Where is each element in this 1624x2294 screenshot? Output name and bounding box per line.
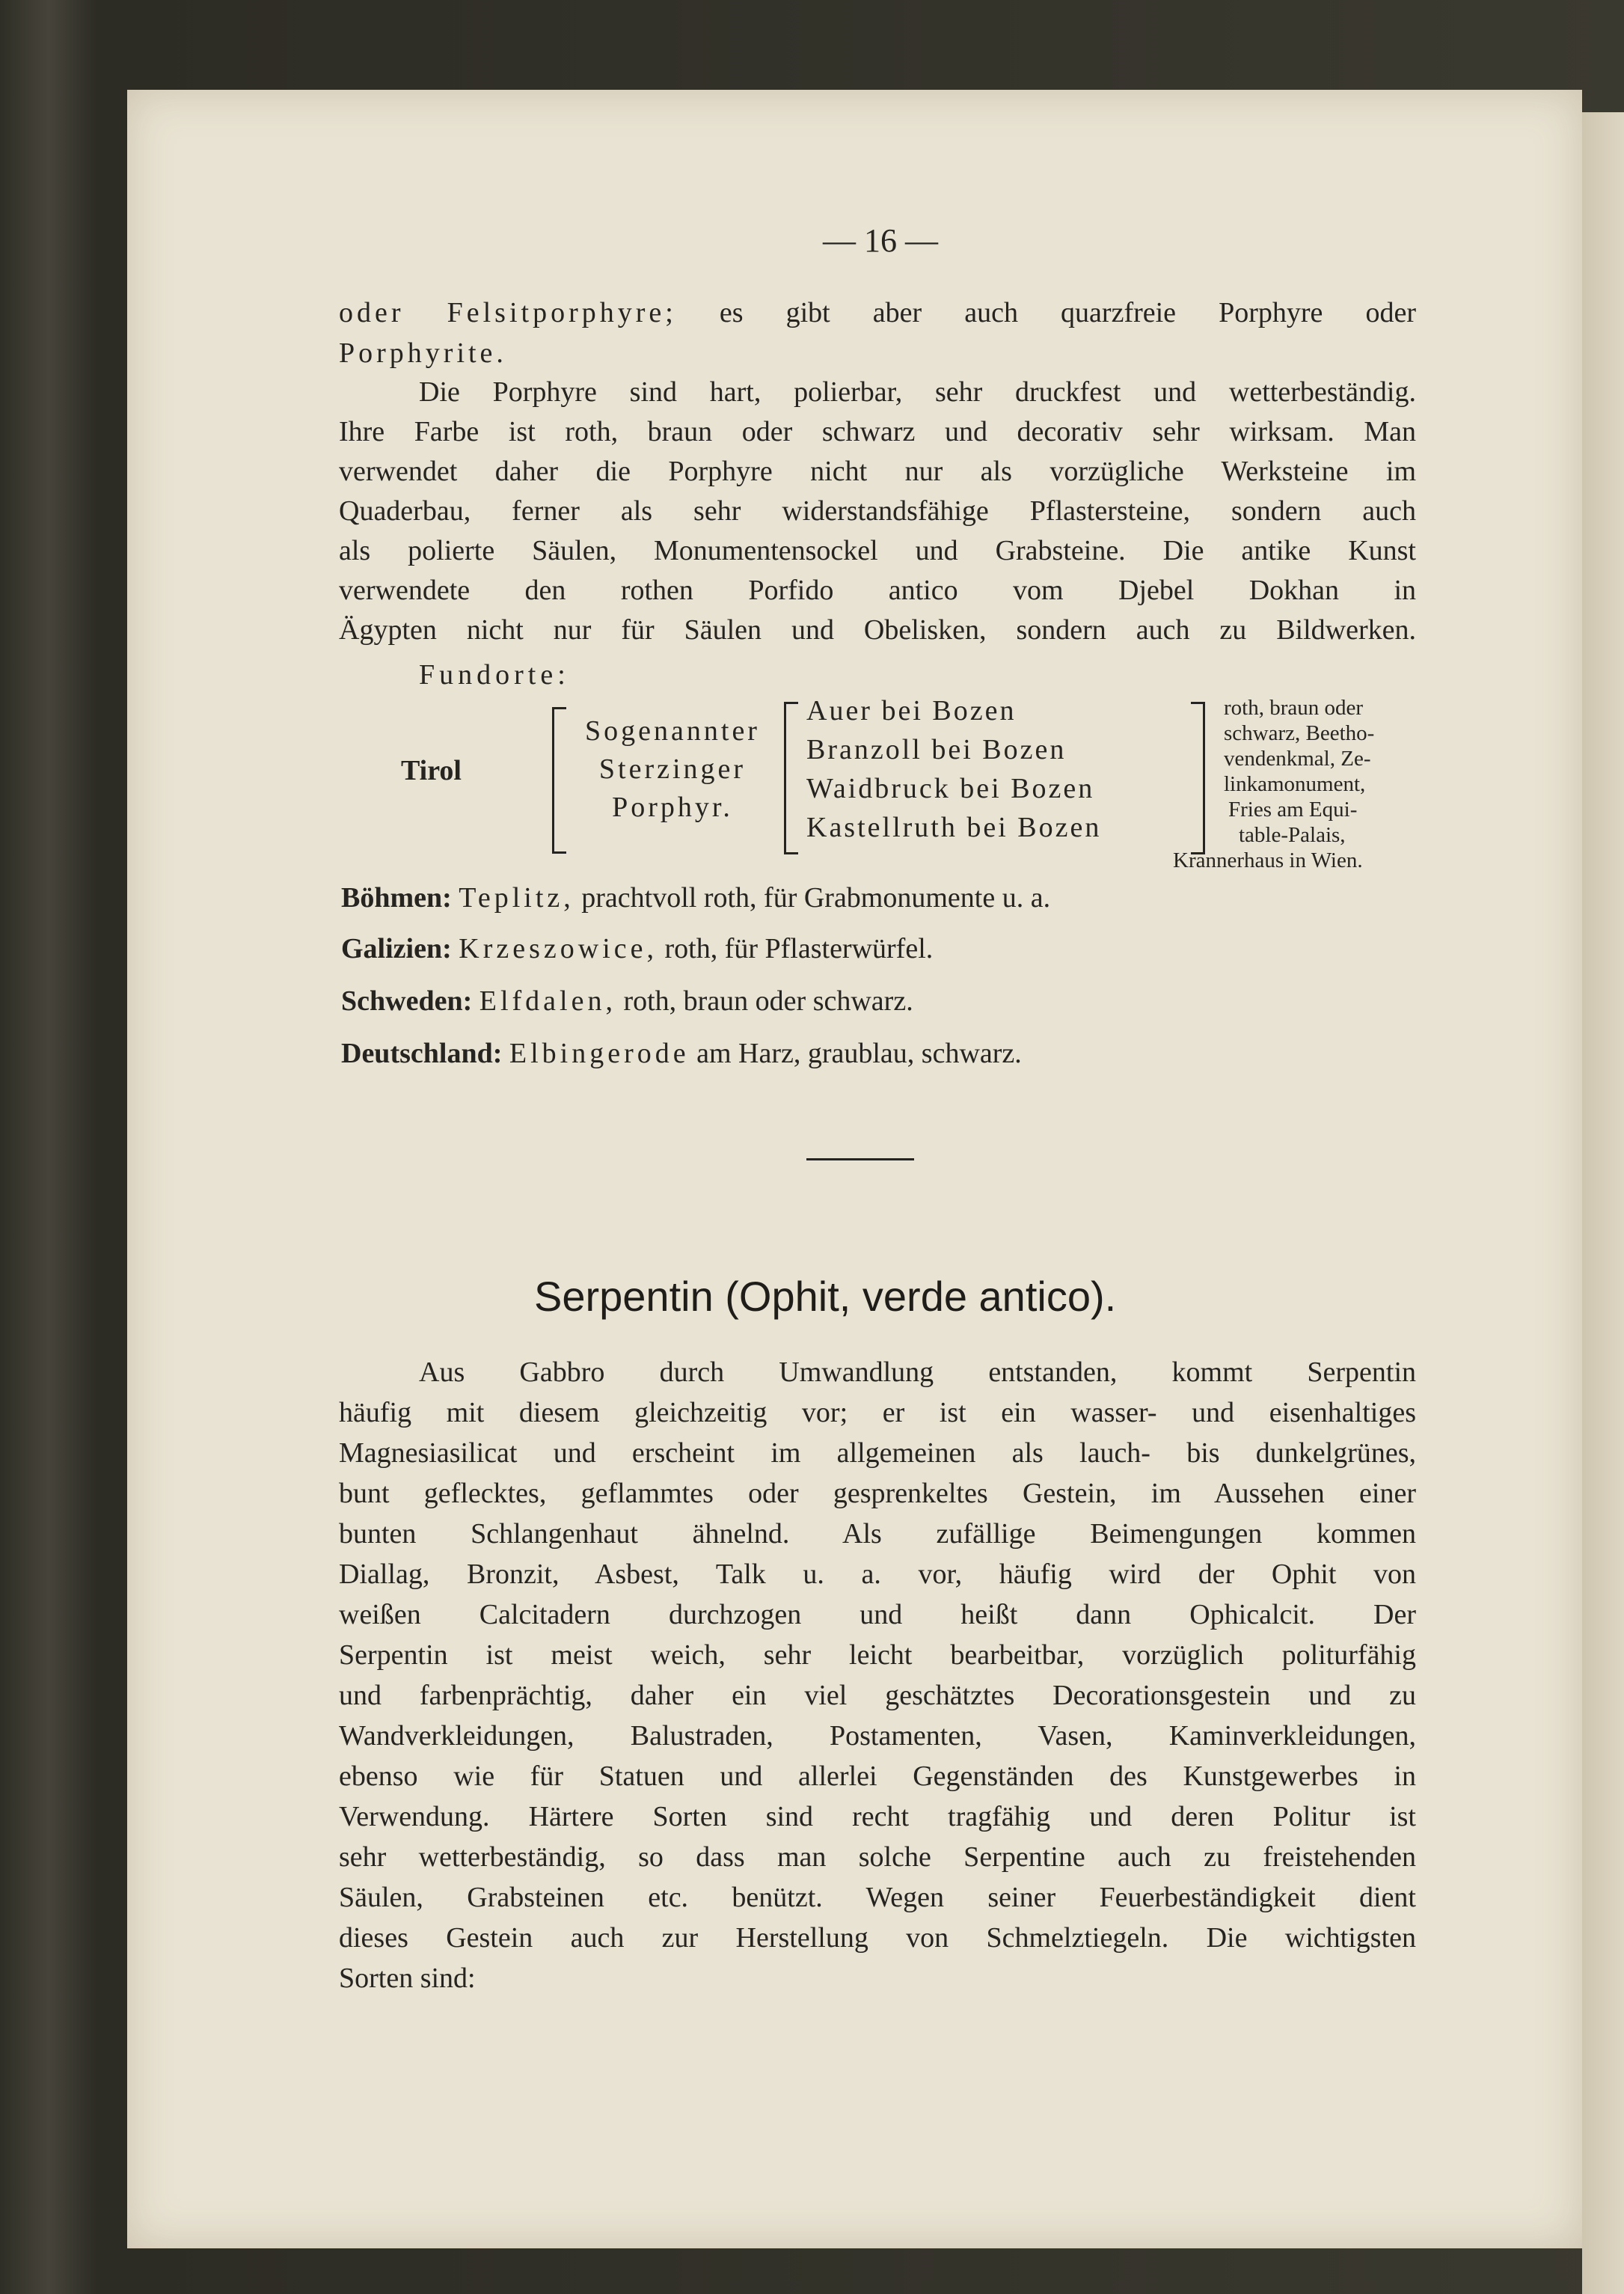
tirol-name-line: Porphyr. bbox=[612, 792, 733, 823]
brace-right bbox=[1191, 702, 1205, 854]
tirol-note-line: roth, braun oder bbox=[1224, 696, 1364, 720]
fundort-row bbox=[341, 1037, 1022, 1070]
region-tirol: Tirol bbox=[401, 755, 462, 786]
tirol-name-line: Sterzinger bbox=[598, 753, 747, 785]
fundort-desc: prachtvoll roth, für Grabmonumente u. a. bbox=[581, 882, 1051, 914]
tirol-note-line: vendenkmal, Ze- bbox=[1224, 747, 1371, 771]
fundort-place: Elbingerode bbox=[509, 1038, 690, 1069]
serpentin-line: Verwendung. Härtere Sorten sind recht tragfähig und deren Politur ist bbox=[339, 1801, 1416, 1832]
fundort-desc: roth, für Pflasterwürfel. bbox=[664, 933, 934, 964]
section-divider bbox=[806, 1158, 914, 1160]
intro-para-line: als polierte Säulen, Monumentensockel und Grabsteine. Die antike Kunst bbox=[339, 535, 1416, 566]
intro-para-line: Ägypten nicht nur für Säulen und Obelisken, sondern auch zu Bildwerken. bbox=[339, 614, 1416, 646]
intro-para-line: Die Porphyre sind hart, polierbar, sehr druckfest und wetterbeständig. bbox=[419, 376, 1416, 408]
fundort-row bbox=[341, 881, 1050, 914]
fundort-row bbox=[341, 985, 913, 1018]
fundort-place: Teplitz, bbox=[459, 882, 574, 914]
serpentin-line: weißen Calcitadern durchzogen und heißt dann Ophicalcit. Der bbox=[339, 1599, 1416, 1630]
fundort-region: Schweden: bbox=[341, 985, 473, 1017]
tirol-location: Kastellruth bei Bozen bbox=[806, 812, 1102, 843]
serpentin-line: Säulen, Grabsteinen etc. benützt. Wegen seiner Feuerbeständigkeit dient bbox=[339, 1882, 1416, 1913]
serpentin-line: dieses Gestein auch zur Herstellung von Schmelztiegeln. Die wichtigsten bbox=[339, 1922, 1416, 1954]
tirol-note-line: linkamonument, bbox=[1224, 772, 1366, 796]
intro-para-line: verwendete den rothen Porfido antico vom Djebel Dokhan in bbox=[339, 575, 1416, 606]
brace-middle bbox=[784, 702, 798, 854]
serpentin-line: Wandverkleidungen, Balustraden, Postamenten, Vasen, Kaminverkleidungen, bbox=[339, 1720, 1416, 1752]
serpentin-line: bunten Schlangenhaut ähnelnd. Als zufällige Beimengungen kommen bbox=[339, 1518, 1416, 1550]
fundort-row bbox=[341, 932, 933, 965]
fundort-region: Deutschland: bbox=[341, 1038, 503, 1069]
serpentin-line: Aus Gabbro durch Umwandlung entstanden, kommt Serpentin bbox=[419, 1356, 1416, 1388]
serpentin-line: sehr wetterbeständig, so dass man solche Serpentine auch zu freistehenden bbox=[339, 1841, 1416, 1873]
serpentin-line: Sorten sind: bbox=[339, 1963, 476, 1994]
serpentin-line: Serpentin ist meist weich, sehr leicht bearbeitbar, vorzüglich politurfähig bbox=[339, 1639, 1416, 1671]
serpentin-line: Magnesiasilicat und erscheint im allgemeinen als lauch- bis dunkelgrünes, bbox=[339, 1437, 1416, 1469]
serpentin-line: häufig mit diesem gleichzeitig vor; er ist ein wasser- und eisenhaltiges bbox=[339, 1397, 1416, 1428]
fundort-place: Elfdalen, bbox=[479, 985, 616, 1017]
tirol-note-line: Fries am Equi- bbox=[1228, 798, 1358, 822]
tirol-note-line: schwarz, Beetho- bbox=[1224, 721, 1375, 745]
intro-para-line: Quaderbau, ferner als sehr widerstandsfähige Pflastersteine, sondern auch bbox=[339, 495, 1416, 527]
intro-word-oder: oder bbox=[339, 297, 405, 328]
intro-line-2: Porphyrite. bbox=[339, 337, 507, 369]
serpentin-line: ebenso wie für Statuen und allerlei Gegenständen des Kunstgewerbes in bbox=[339, 1761, 1416, 1792]
tirol-name-line: Sogenannter bbox=[585, 715, 760, 747]
fundort-place: Krzeszowice, bbox=[459, 933, 658, 964]
tirol-note-line: table-Palais, bbox=[1239, 823, 1346, 847]
tirol-note-line: Krannerhaus in Wien. bbox=[1173, 848, 1363, 872]
fundort-desc: am Harz, graublau, schwarz. bbox=[696, 1038, 1022, 1069]
serpentin-line: bunt geflecktes, geflammtes oder gesprenkeltes Gestein, im Aussehen einer bbox=[339, 1478, 1416, 1509]
brace-left bbox=[552, 707, 566, 854]
intro-line-1-rest: es gibt aber auch quarzfreie Porphyre oder bbox=[719, 297, 1417, 328]
fundort-region: Galizien: bbox=[341, 933, 452, 964]
page-number: — 16 — bbox=[823, 222, 938, 259]
intro-line-1 bbox=[339, 296, 1416, 329]
fundort-desc: roth, braun oder schwarz. bbox=[623, 985, 913, 1017]
intro-para-line: verwendet daher die Porphyre nicht nur als vorzügliche Werksteine im bbox=[339, 456, 1416, 487]
serpentin-line: und farbenprächtig, daher ein viel geschätztes Decorationsgestein und zu bbox=[339, 1680, 1416, 1711]
section-heading: Serpentin (Ophit, verde antico). bbox=[534, 1273, 1117, 1320]
fundort-region: Böhmen: bbox=[341, 882, 452, 914]
tirol-location: Branzoll bei Bozen bbox=[806, 734, 1067, 765]
tirol-location: Auer bei Bozen bbox=[806, 695, 1017, 727]
fundorte-label: Fundorte: bbox=[419, 659, 570, 691]
tirol-location: Waidbruck bei Bozen bbox=[806, 773, 1095, 804]
serpentin-line: Diallag, Bronzit, Asbest, Talk u. a. vor, häufig wird der Ophit von bbox=[339, 1559, 1416, 1590]
intro-term-felsitporphyre: Felsitporphyre; bbox=[447, 297, 677, 328]
intro-para-line: Ihre Farbe ist roth, braun oder schwarz und decorativ sehr wirksam. Man bbox=[339, 416, 1416, 447]
next-page-edge bbox=[1582, 112, 1624, 2294]
